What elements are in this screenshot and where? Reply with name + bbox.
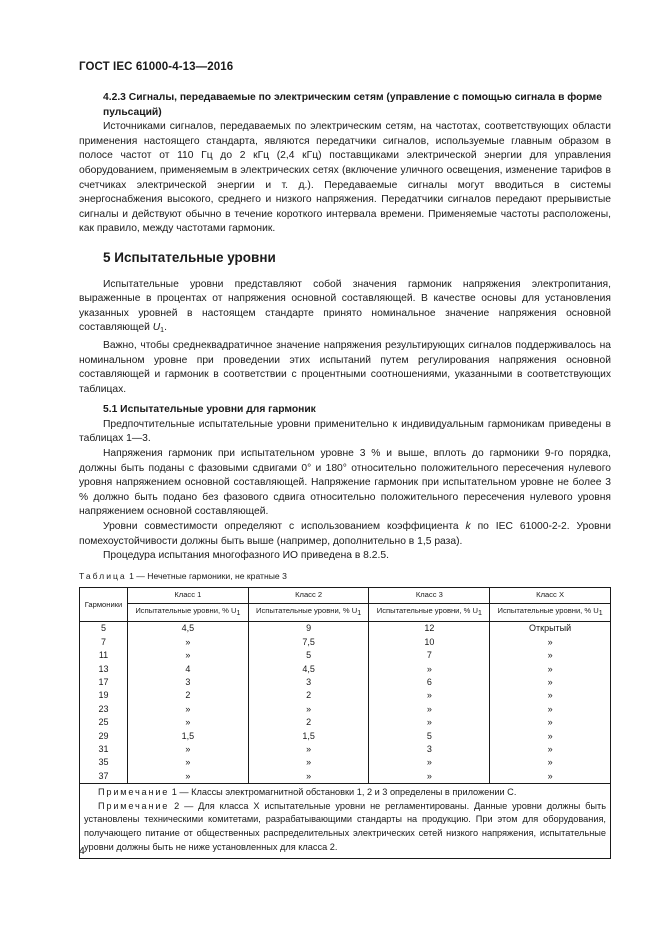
level-cell: » bbox=[369, 703, 490, 716]
level-cell: » bbox=[128, 770, 249, 784]
level-cell: » bbox=[128, 649, 249, 662]
sub-header bbox=[490, 603, 611, 622]
level-cell: » bbox=[490, 636, 611, 649]
level-cell: » bbox=[490, 716, 611, 729]
note-word: Примечание bbox=[98, 800, 170, 811]
table-row bbox=[80, 703, 611, 716]
level-cell: » bbox=[369, 770, 490, 784]
level-cell: 3 bbox=[128, 676, 249, 689]
table-row bbox=[80, 716, 611, 729]
class-header: Класс 3 bbox=[369, 588, 490, 604]
level-cell: 7 bbox=[369, 649, 490, 662]
harmonic-cell: 13 bbox=[80, 663, 128, 676]
harmonic-cell: 5 bbox=[80, 622, 128, 636]
sub-header-subscript: 1 bbox=[598, 609, 603, 617]
level-cell: 5 bbox=[369, 730, 490, 743]
level-cell: » bbox=[490, 649, 611, 662]
page-content bbox=[79, 91, 611, 859]
table-row bbox=[80, 636, 611, 649]
level-cell: » bbox=[369, 689, 490, 702]
section-5-1-p1: Предпочтительные испытательные уровни применительно к индивидуальным гармоникам приведены в таблицах 1—3. bbox=[79, 418, 611, 445]
level-cell: 9 bbox=[248, 622, 369, 636]
level-cell: 2 bbox=[248, 716, 369, 729]
table-notes bbox=[79, 784, 611, 859]
level-cell: » bbox=[490, 689, 611, 702]
p3-b: по IEC 61000-2-2. Уровни помехоустойчивости должны быть выше (например, дополнительно в 1,5 раза). bbox=[79, 521, 611, 547]
caption-word: Таблица bbox=[79, 570, 127, 581]
harmonic-cell: 19 bbox=[80, 689, 128, 702]
sub-header bbox=[128, 603, 249, 622]
table-row bbox=[80, 676, 611, 689]
harmonic-cell: 37 bbox=[80, 770, 128, 784]
section-4-2-3-heading bbox=[79, 91, 611, 120]
level-cell: » bbox=[490, 703, 611, 716]
table-row bbox=[80, 743, 611, 756]
harmonic-cell: 35 bbox=[80, 756, 128, 769]
level-cell: 1,5 bbox=[248, 730, 369, 743]
section-5-1-p4: Процедура испытания многофазного ИО приведена в 8.2.5. bbox=[103, 550, 389, 562]
level-cell: » bbox=[128, 636, 249, 649]
voltage-symbol: U bbox=[152, 322, 161, 334]
level-cell: 2 bbox=[128, 689, 249, 702]
class-header: Класс X bbox=[490, 588, 611, 604]
harmonic-cell: 31 bbox=[80, 743, 128, 756]
class-header: Класс 1 bbox=[128, 588, 249, 604]
level-cell: 2 bbox=[248, 689, 369, 702]
level-cell: 5 bbox=[248, 649, 369, 662]
level-cell: » bbox=[248, 756, 369, 769]
section-5-1-p3 bbox=[79, 520, 611, 549]
level-cell: 1,5 bbox=[128, 730, 249, 743]
level-cell: 3 bbox=[248, 676, 369, 689]
level-cell: » bbox=[490, 770, 611, 784]
level-cell: Открытый bbox=[490, 622, 611, 636]
standard-header: ГОСТ IEC 61000-4-13—2016 bbox=[79, 61, 234, 73]
level-cell: » bbox=[248, 743, 369, 756]
level-cell: » bbox=[490, 743, 611, 756]
section-number: 4.2.3 bbox=[103, 92, 126, 103]
class-header: Класс 2 bbox=[248, 588, 369, 604]
table-row bbox=[80, 689, 611, 702]
level-cell: 7,5 bbox=[248, 636, 369, 649]
sub-header-subscript: 1 bbox=[357, 609, 362, 617]
harmonic-cell: 7 bbox=[80, 636, 128, 649]
p3-a: Уровни совместимости определяют с использованием коэффициента bbox=[103, 521, 459, 533]
section-4-2-3-text: Источниками сигналов, передаваемых по электрическим сетям, на частотах, соответствующих области применения настоящего стандарта, являются передатчики сигналов, используемые главным образом в полосе частот от 110 Гц до 2 кГц (2,4 кГц) поставщиками электрической энергии для управления оборудованием, применяемым в электрических сетях (включение уличного освещения, изменение тарифов в счетчиках электрической энергии и т. д.). Передаваемые сигналы могут вводиться в системы энергоснабжения высокого, среднего и низкого напряжения. Передатчики сигналов передают прерывистые сигналы и действуют обычно в течение короткого интервала времени. Применяемые частоты расположены, как правило, между частотами гармоник. bbox=[79, 121, 611, 235]
table-row bbox=[80, 756, 611, 769]
harmonic-cell: 25 bbox=[80, 716, 128, 729]
level-cell: » bbox=[128, 703, 249, 716]
caption-rest: 1 — Нечетные гармоники, не кратные 3 bbox=[129, 570, 287, 581]
harmonics-table bbox=[79, 587, 611, 784]
harmonic-cell: 11 bbox=[80, 649, 128, 662]
note-2 bbox=[84, 800, 606, 854]
table-row bbox=[80, 663, 611, 676]
table-body bbox=[80, 622, 611, 784]
level-cell: » bbox=[490, 730, 611, 743]
sub-header-text: Испытательные уровни, % U bbox=[256, 605, 358, 615]
page-number: 4 bbox=[79, 845, 85, 857]
section-title: Сигналы, передаваемые по электрическим сетям (управление с помощью сигнала в форме пульсаций) bbox=[103, 92, 602, 118]
note-1 bbox=[84, 786, 606, 800]
section-5-heading: 5 Испытательные уровни bbox=[103, 249, 276, 265]
sub-header-subscript: 1 bbox=[236, 609, 241, 617]
sub-header bbox=[369, 603, 490, 622]
level-cell: 4 bbox=[128, 663, 249, 676]
level-cell: » bbox=[248, 770, 369, 784]
level-cell: » bbox=[128, 743, 249, 756]
k-symbol: k bbox=[465, 521, 471, 533]
level-cell: 12 bbox=[369, 622, 490, 636]
level-cell: » bbox=[490, 756, 611, 769]
section-5-para1 bbox=[79, 278, 611, 339]
sub-header-subscript: 1 bbox=[477, 609, 482, 617]
level-cell: 6 bbox=[369, 676, 490, 689]
level-cell: » bbox=[490, 676, 611, 689]
section-5-1-heading: 5.1 Испытательные уровни для гармоник bbox=[103, 404, 316, 416]
level-cell: » bbox=[128, 756, 249, 769]
table-row bbox=[80, 649, 611, 662]
level-cell: 10 bbox=[369, 636, 490, 649]
harmonic-cell: 23 bbox=[80, 703, 128, 716]
level-cell: 3 bbox=[369, 743, 490, 756]
para1-text: Испытательные уровни представляют собой значения гармоник напряжения электропитания, выраженные в процентах от напряжения основной составляющей. В качестве основы для установления указанных уровней в настоящем стандарте принято номинальное значение напряжения основной составляющей bbox=[79, 278, 611, 334]
harmonic-cell: 29 bbox=[80, 730, 128, 743]
voltage-subscript: 1 bbox=[160, 327, 165, 335]
table-caption bbox=[79, 569, 611, 584]
para1-end: . bbox=[164, 322, 167, 334]
sub-header bbox=[248, 603, 369, 622]
sub-header-text: Испытательные уровни, % U bbox=[376, 605, 478, 615]
section-5-1-p2: Напряжения гармоник при испытательном уровне 3 % и выше, вплоть до гармоники 9-го порядка, должны быть поданы с фазовыми сдвигами 0° и 180° относительно положительного пересечения нулевого уровня напряжением основной составляющей. Напряжение гармоник при испытательном уровне не более 3 % должно быть подано без фазового сдвига относительно положительного пересечения нулевого уровня напряжением основной составляющей. bbox=[79, 448, 611, 518]
col-harmonics-header: Гармоники bbox=[80, 588, 128, 622]
sub-header-text: Испытательные уровни, % U bbox=[135, 605, 237, 615]
note-2-text: 2 — Для класса X испытательные уровни не регламентированы. Данные уровни должны быть установлены техническими комитетами, разрабатывающими стандарты на продукцию. При этом для оборудования, получающего питание от общественных распределительных электрических сетей низкого напряжения, испытательные уровни должны быть не ниже установленных для класса 2. bbox=[84, 800, 606, 852]
level-cell: » bbox=[128, 716, 249, 729]
section-5-para2: Важно, чтобы среднеквадратичное значение напряжения результирующих сигналов поддерживалось на номинальном уровне при проведении этих испытаний путем регулирования напряжения основной составляющей и гармоник в соответствии с процентными соотношениями, указанными в соответствующих таблицах. bbox=[79, 339, 611, 395]
level-cell: » bbox=[248, 703, 369, 716]
note-1-text: 1 — Классы электромагнитной обстановки 1, 2 и 3 определены в приложении С. bbox=[171, 787, 517, 798]
level-cell: » bbox=[369, 663, 490, 676]
level-cell: 4,5 bbox=[128, 622, 249, 636]
level-cell: 4,5 bbox=[248, 663, 369, 676]
sub-header-text: Испытательные уровни, % U bbox=[497, 605, 599, 615]
harmonic-cell: 17 bbox=[80, 676, 128, 689]
level-cell: » bbox=[490, 663, 611, 676]
table-row bbox=[80, 730, 611, 743]
level-cell: » bbox=[369, 716, 490, 729]
note-word: Примечание bbox=[98, 787, 170, 798]
level-cell: » bbox=[369, 756, 490, 769]
table-row bbox=[80, 770, 611, 784]
table-row bbox=[80, 622, 611, 636]
